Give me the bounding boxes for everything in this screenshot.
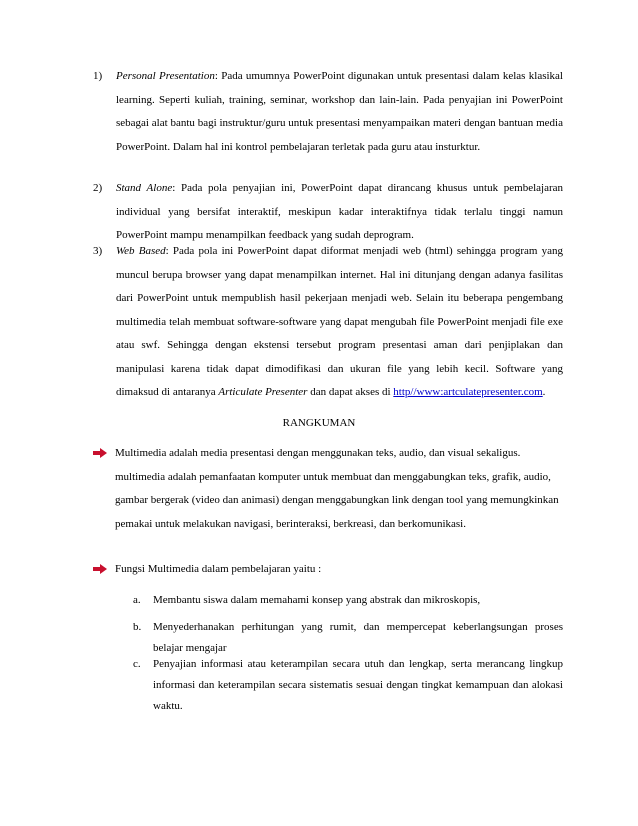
item-label: c. [133,658,141,670]
item-number: 3) [93,245,103,257]
bullet-text: Fungsi Multimedia dalam pembelajaran yaitu : [115,563,322,575]
item-number: 1) [93,70,103,82]
item-text: Menyederhanakan perhitungan yang rumit, dan mempercepat keberlangsungan proses belajar mengajar [153,621,563,654]
software-name: Articulate Presenter [218,386,308,398]
list-item-personal-presentation [93,65,563,159]
arrow-bullet-icon [93,564,107,574]
function-item-c [133,654,563,717]
item-label: a. [133,594,141,606]
arrow-bullet-icon [93,448,107,458]
bullet-text: Multimedia adalah media presentasi dengan menggunakan teks, audio, dan visual sekaligus. multimedia adalah pemanfaatan komputer untuk membuat dan menggabungkan teks, grafik, audio, gambar bergerak (video dan animasi) dengan menggabungkan link dengan tool yang memungkinkan pemakai untuk melakukan navigasi, berinteraksi, berkreasi, dan berkomunikasi. [115,447,559,530]
bullet-multimedia-functions [93,558,563,582]
item-description: : Pada pola penyajian ini, PowerPoint dapat dirancang khusus untuk pembelajaran individual yang bersifat interaktif, meskipun kadar interaktifnya tidak terlalu tinggi namun PowerPoint mampu menampilkan feedback yang sudah deprogram. [116,182,564,241]
item-text: Penyajian informasi atau keterampilan secara utuh dan lengkap, serta merancang lingkup informasi dan keterampilan secara sistematis sesuai dengan tingkat kemampuan dan alokasi waktu. [153,658,563,712]
website-link[interactable]: http//www:artculatepresenter.com [393,386,543,398]
item-text: Membantu siswa dalam memahami konsep yang abstrak dan mikroskopis, [153,594,481,606]
item-number: 2) [93,182,103,194]
item-description: : Pada umumnya PowerPoint digunakan untuk presentasi dalam kelas klasikal learning. Seperti kuliah, training, seminar, workshop dan lain-lain. Pada penyajian ini PowerPoint sebagai alat bantu bagi instruktur/guru untuk presentasi menyampaikan materi dengan bantuan media PowerPoint. Dalam hal ini kontrol pembelajaran terletak pada guru atau insturktur. [116,70,563,153]
item-text [116,177,563,248]
bullet-multimedia-definition [93,442,563,536]
item-term: Personal Presentation [116,70,215,82]
item-end: . [542,386,546,398]
item-term: Stand Alone [116,182,173,194]
item-description: : Pada pola ini PowerPoint dapat diformat menjadi web (html) sehingga program yang muncul berupa browser yang dapat menampilkan internet. Hal ini ditunjang dengan adanya fasilitas dari PowerPoint untuk mempublish hasil pekerjaan menjadi web. Selain itu beberapa pengembang multimedia telah membuat software-software yang dapat mengubah file PowerPoint menjadi file exe atau swf. Sehingga dengan ekstensi tersebut program presentasi aman dari penjiplakan dan manipulasi karena tidak dapat dimodifikasi dan ukuran file yang lebih kecil. Software yang dimaksud di antaranya [116,245,564,398]
function-item-a [133,590,563,611]
item-text [116,65,563,159]
item-description-cont: dan dapat akses di [307,386,394,398]
item-term: Web Based [116,245,166,257]
item-label: b. [133,621,142,633]
list-item-web-based [93,240,563,405]
function-item-b [133,617,563,659]
item-text [116,240,563,405]
list-item-stand-alone [93,177,563,248]
summary-title: RANGKUMAN [282,417,356,429]
